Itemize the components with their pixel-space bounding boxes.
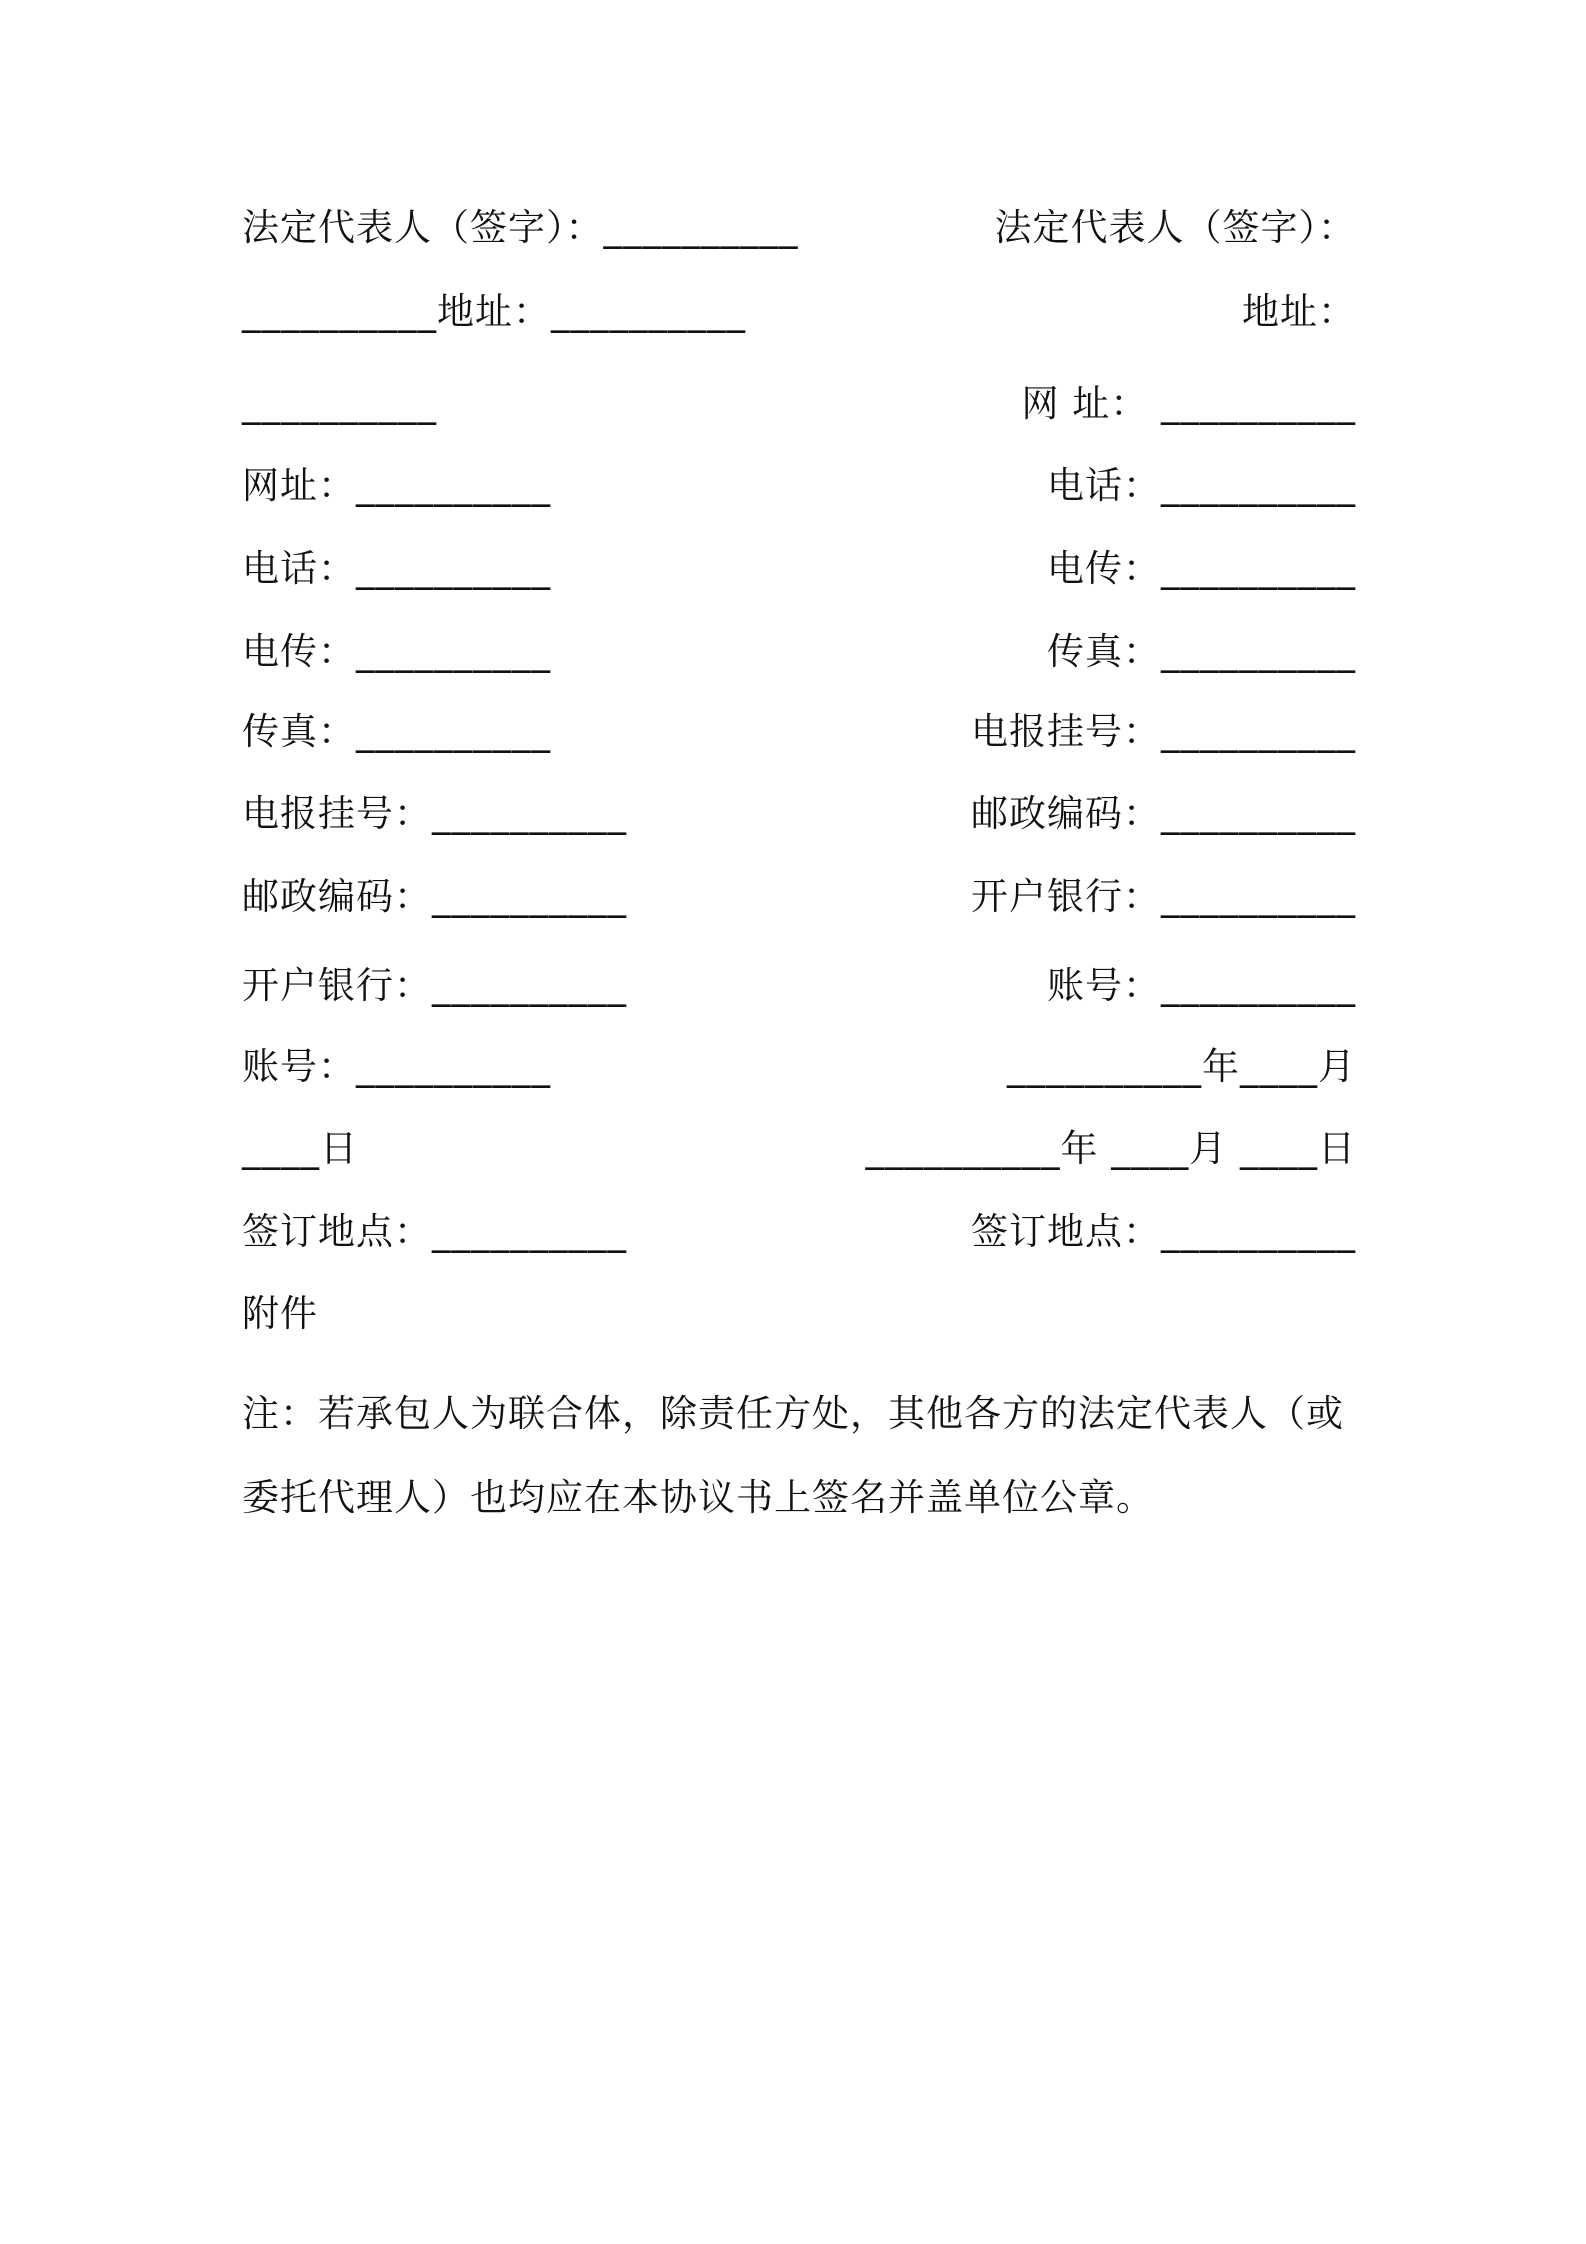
left-day-line: ____日	[242, 1127, 358, 1170]
left-fax-line: 传真：__________	[242, 710, 551, 753]
left-bank-line: 开户银行：__________	[242, 964, 627, 1007]
left-website-line: 网址：__________	[242, 464, 551, 507]
note-paragraph: 注：若承包人为联合体，除责任方处，其他各方的法定代表人（或委托代理人）也均应在本协议书上签名并盖单位公章。	[242, 1392, 1344, 1519]
right-legal-representative-line: 法定代表人（签字）：	[994, 206, 1356, 249]
left-address-line: __________地址：__________	[242, 290, 746, 333]
right-website-line: 网 址： __________	[1021, 382, 1356, 425]
right-address-line: 地址：	[1242, 290, 1356, 333]
right-cable-line: 电报挂号：__________	[971, 710, 1356, 753]
left-cable-line: 电报挂号：__________	[242, 792, 627, 835]
right-bank-line: 开户银行：__________	[971, 875, 1356, 918]
right-phone-line: 电话：__________	[1047, 464, 1356, 507]
right-fax-line: 传真：__________	[1047, 630, 1356, 673]
left-postal-code-line: 邮政编码：__________	[242, 875, 627, 918]
left-blank-line: __________	[242, 382, 437, 425]
right-telex-line: 电传：__________	[1047, 547, 1356, 590]
right-year-month-line: __________年____月	[1007, 1045, 1356, 1088]
left-legal-representative-line: 法定代表人（签字）：__________	[242, 206, 799, 249]
right-full-date-line: __________年 ____月 ____日	[865, 1127, 1356, 1170]
right-postal-code-line: 邮政编码：__________	[971, 792, 1356, 835]
left-signing-place-line: 签订地点：__________	[242, 1210, 627, 1253]
left-account-line: 账号：__________	[242, 1045, 551, 1088]
right-account-line: 账号：__________	[1047, 964, 1356, 1007]
right-signing-place-line: 签订地点：__________	[971, 1210, 1356, 1253]
left-telex-line: 电传：__________	[242, 630, 551, 673]
left-phone-line: 电话：__________	[242, 547, 551, 590]
attachment-label: 附件	[242, 1292, 318, 1335]
